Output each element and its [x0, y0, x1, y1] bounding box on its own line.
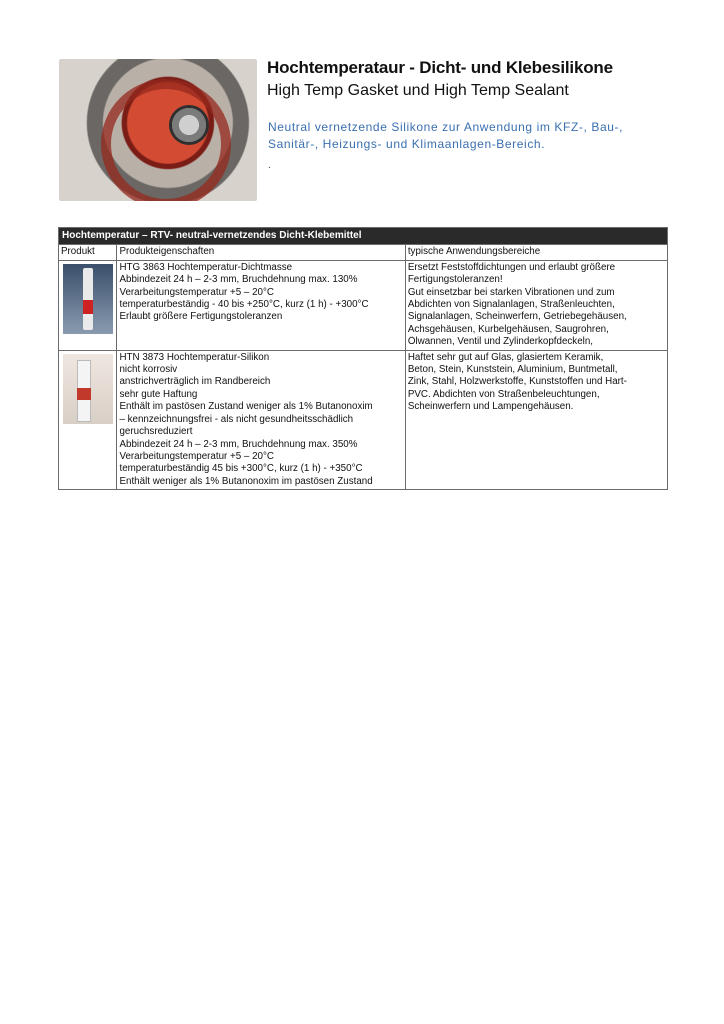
property-line: temperaturbeständig 45 bis +300°C, kurz (1 h) - +350°C [119, 463, 363, 475]
property-line: – kennzeichnungsfrei - als nicht gesundheitsschädlich [119, 413, 354, 425]
properties-cell [117, 260, 405, 350]
property-line: HTN 3873 Hochtemperatur-Silikon [119, 351, 270, 363]
property-line: HTG 3863 Hochtemperatur-Dichtmasse [119, 261, 293, 273]
property-line: Verarbeitungstemperatur +5 – 20°C [119, 450, 274, 462]
application-line: Ölwannen, Ventil und Zylinderkopfdeckeln, [407, 336, 593, 348]
table-band-row [59, 228, 668, 245]
property-line: nicht korrosiv [119, 364, 178, 376]
page-title: Hochtemperataur - Dicht- und Klebesilikone [267, 58, 613, 77]
header-properties: Produkteigenschaften [117, 245, 405, 260]
application-line: Abdichten von Signalanlagen, Straßenleuchten, [407, 299, 615, 311]
application-line: Ersetzt Feststoffdichtungen und erlaubt größere [407, 261, 616, 273]
property-line: Erlaubt größere Fertigungstoleranzen [119, 311, 283, 323]
application-line: Achsgehäusen, Kurbelgehäusen, Saugrohren, [407, 323, 609, 335]
application-line: PVC. Abdichten von Straßenbeleuchtungen, [407, 388, 600, 400]
property-line: Enthält weniger als 1% Butanonoxim im pastösen Zustand [119, 475, 373, 487]
product-cartridge-image [63, 354, 113, 424]
header-product: Produkt [59, 245, 117, 260]
product-tube-image [63, 264, 113, 334]
applications-cell [405, 260, 667, 350]
intro-text: Neutral vernetzende Silikone zur Anwendung im KFZ-, Bau-, Sanitär-, Heizungs- und Klimaanlagen-Bereich. [268, 120, 624, 151]
dot-mark: . [268, 160, 271, 171]
product-table [58, 227, 668, 490]
header-applications: typische Anwendungsbereiche [405, 245, 667, 260]
table-row [59, 350, 668, 489]
application-line: Fertigungstoleranzen! [407, 274, 503, 286]
table-band-title: Hochtemperatur – RTV- neutral-vernetzendes Dicht-Klebemittel [59, 228, 668, 245]
application-line: Signalanlagen, Scheinwerfern, Getriebegehäusen, [407, 311, 627, 323]
hub-shape [169, 105, 209, 145]
table-header-row [59, 245, 668, 260]
property-line: temperaturbeständig - 40 bis +250°C, kurz (1 h) - +300°C [119, 299, 369, 311]
product-image-cell [59, 260, 117, 350]
flange-shape [101, 79, 231, 201]
property-line: Abbindezeit 24 h – 2-3 mm, Bruchdehnung max. 130% [119, 274, 358, 286]
property-line: sehr gute Haftung [119, 388, 198, 400]
property-line: Enthält im pastösen Zustand weniger als 1% Butanonoxim [119, 401, 373, 413]
property-line: anstrichverträglich im Randbereich [119, 376, 271, 388]
properties-cell [117, 350, 405, 489]
application-line: Gut einsetzbar bei starken Vibrationen und zum [407, 286, 615, 298]
property-line: Verarbeitungstemperatur +5 – 20°C [119, 286, 274, 298]
applications-cell [405, 350, 667, 489]
page-subtitle: High Temp Gasket und High Temp Sealant [267, 82, 569, 99]
gearbox-photo [59, 59, 257, 201]
application-line: Beton, Stein, Kunststein, Aluminium, Buntmetall, [407, 364, 618, 376]
application-line: Zink, Stahl, Holzwerkstoffe, Kunststoffen und Hart- [407, 376, 627, 388]
table-row [59, 260, 668, 350]
property-line: geruchsreduziert [119, 426, 193, 438]
property-line: Abbindezeit 24 h – 2-3 mm, Bruchdehnung max. 350% [119, 438, 358, 450]
product-image-cell [59, 350, 117, 489]
application-line: Haftet sehr gut auf Glas, glasiertem Keramik, [407, 351, 604, 363]
application-line: Scheinwerfern und Lampengehäusen. [407, 401, 574, 413]
